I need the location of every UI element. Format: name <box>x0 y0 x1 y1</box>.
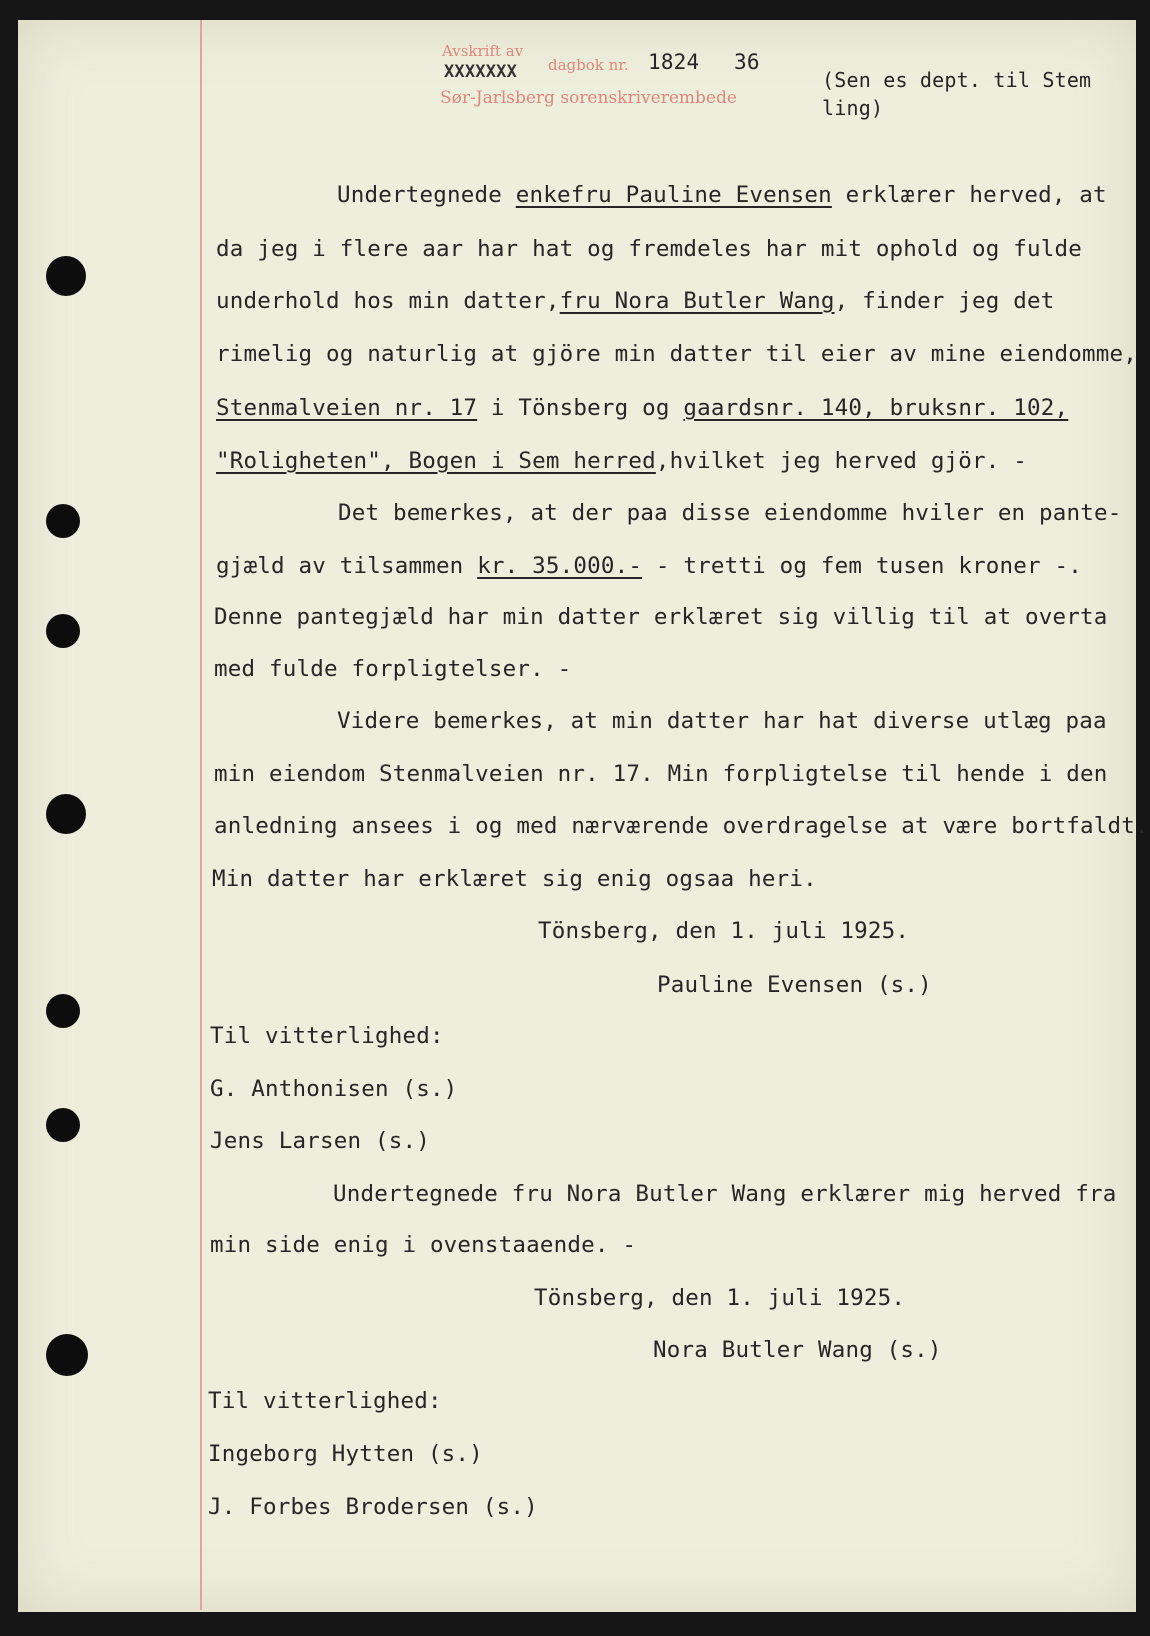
text-span: anledning ansees i og med nærværende overdragelse at være bortfaldt. <box>214 813 1149 839</box>
underlined-text: gaardsnr. 140, bruksnr. 102, <box>683 395 1069 421</box>
text-line <box>216 395 1068 421</box>
text-span: - tretti og fem tusen kroner -. <box>642 553 1083 579</box>
text-span: Denne pantegjæld har min datter erklæret sig villig til at overta <box>214 604 1108 630</box>
underlined-text: fru Nora Butler Wang <box>559 288 835 314</box>
text-line <box>216 288 1055 314</box>
text-span: ,hvilket jeg herved gjör. - <box>655 448 1028 474</box>
punch-hole <box>46 504 80 538</box>
text-span: Ingeborg Hytten (s.) <box>208 1441 483 1467</box>
text-line <box>333 1181 1117 1207</box>
journal-year: 36 <box>734 50 760 74</box>
text-span: i Tönsberg og <box>477 395 684 421</box>
text-span: Nora Butler Wang (s.) <box>653 1337 942 1363</box>
stamp-office: Sør-Jarlsberg sorenskriverembede <box>440 88 737 108</box>
text-span: J. Forbes Brodersen (s.) <box>208 1494 538 1520</box>
text-line <box>337 182 1107 208</box>
text-line <box>337 708 1107 734</box>
punch-hole <box>46 256 86 296</box>
text-span: Til vitterlighed: <box>210 1023 444 1049</box>
punch-hole <box>46 794 86 834</box>
punch-hole <box>46 1108 80 1142</box>
text-line <box>210 1023 444 1049</box>
text-span: Pauline Evensen (s.) <box>657 972 932 998</box>
text-line <box>208 1494 538 1520</box>
stamp-label: Avskrift av <box>442 42 524 60</box>
header-note-line-2: ling) <box>822 96 884 120</box>
punch-hole <box>46 1334 88 1376</box>
text-line <box>653 1337 942 1363</box>
text-line <box>208 1441 483 1467</box>
text-span: Tönsberg, den 1. juli 1925. <box>534 1285 906 1311</box>
text-line <box>214 761 1108 787</box>
text-span: da jeg i flere aar har hat og fremdeles har mit ophold og fulde <box>216 236 1083 262</box>
text-line <box>210 1128 430 1154</box>
text-span: Det bemerkes, at der paa disse eiendomme hviler en pante- <box>338 500 1122 526</box>
punch-hole <box>46 614 80 648</box>
text-line <box>216 341 1137 367</box>
text-line <box>210 1076 457 1102</box>
text-span: , finder jeg det <box>834 288 1055 314</box>
text-span: underhold hos min datter, <box>216 288 560 314</box>
punch-hole <box>46 994 80 1028</box>
text-line <box>657 972 932 998</box>
text-line <box>338 500 1122 526</box>
text-span: min side enig i ovenstaaende. - <box>210 1232 637 1258</box>
header-note-line-1: (Sen es dept. til Stem <box>822 68 1092 92</box>
text-span: Undertegnede <box>337 182 516 208</box>
text-span: Tönsberg, den 1. juli 1925. <box>538 918 910 944</box>
text-line <box>214 813 1149 839</box>
underlined-text: "Roligheten", Bogen i Sem herred <box>216 448 656 474</box>
margin-line <box>200 20 202 1610</box>
text-span: min eiendom Stenmalveien nr. 17. Min forpligtelse til hende i den <box>214 761 1108 787</box>
text-line <box>208 1388 442 1414</box>
text-span: erklærer herved, at <box>831 182 1107 208</box>
text-line <box>214 604 1108 630</box>
underlined-text: Stenmalveien nr. 17 <box>216 395 478 421</box>
underlined-text: enkefru Pauline Evensen <box>515 182 832 208</box>
text-span: Jens Larsen (s.) <box>210 1128 430 1154</box>
text-line <box>216 553 1082 579</box>
text-span: Til vitterlighed: <box>208 1388 442 1414</box>
text-line <box>210 1232 636 1258</box>
text-line <box>216 448 1027 474</box>
text-span: Undertegnede fru Nora Butler Wang erklærer mig herved fra <box>333 1181 1117 1207</box>
text-line <box>538 918 909 944</box>
text-line <box>216 236 1082 262</box>
journal-number: 1824 <box>648 50 700 74</box>
underlined-text: kr. 35.000.- <box>477 553 643 579</box>
text-line <box>212 866 817 892</box>
text-span: Videre bemerkes, at min datter har hat diverse utlæg paa <box>337 708 1107 734</box>
text-span: gjæld av tilsammen <box>216 553 478 579</box>
text-line <box>214 656 571 682</box>
text-span: G. Anthonisen (s.) <box>210 1076 458 1102</box>
text-span: med fulde forpligtelser. - <box>214 656 572 682</box>
text-line <box>534 1285 905 1311</box>
crossed-out-text: XXXXXXX <box>444 62 518 82</box>
text-span: rimelig og naturlig at gjöre min datter til eier av mine eiendomme, <box>216 341 1137 367</box>
stamp-dagbok-label: dagbok nr. <box>548 56 629 74</box>
text-span: Min datter har erklæret sig enig ogsaa heri. <box>212 866 817 892</box>
